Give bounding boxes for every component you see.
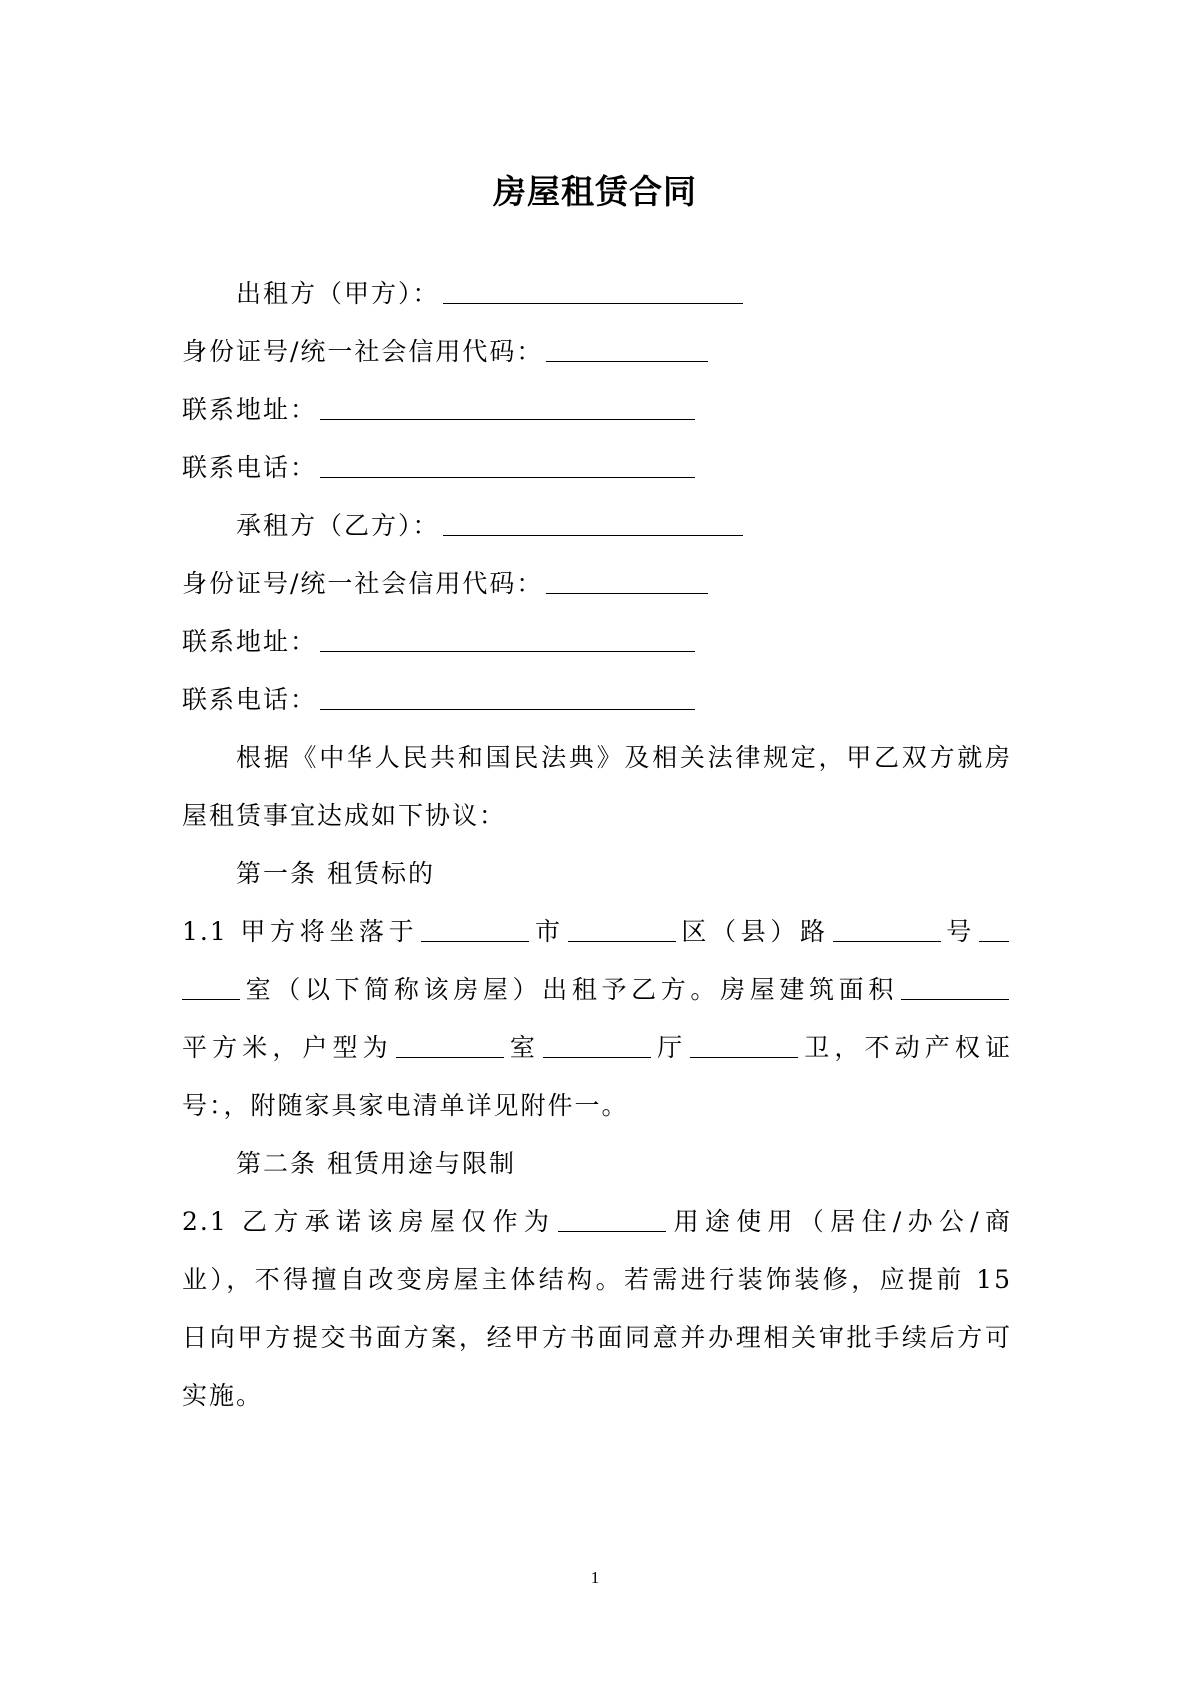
lessor-address-label: 联系地址： [182, 395, 318, 424]
lessor-phone-label: 联系电话： [182, 453, 318, 482]
lessee-id-label: 身份证号/统一社会信用代码： [182, 569, 544, 598]
lessee-address-line [182, 624, 1012, 660]
a1-room: 室（以下简称该房屋）出租予乙方。房屋建筑面积 [243, 975, 898, 1004]
area-field[interactable] [901, 975, 1009, 1000]
district-field[interactable] [568, 917, 676, 942]
page-number: 1 [590, 1568, 600, 1587]
a1-rooms: 室 [506, 1033, 540, 1062]
lessee-address-label: 联系地址： [182, 627, 318, 656]
a2-prefix: 2.1 乙方承诺该房屋仅作为 [182, 1207, 556, 1236]
a1-district: 区（县）路 [678, 917, 830, 946]
a1-prefix: 1.1 甲方将坐落于 [182, 917, 419, 946]
article-2-line-4: 实施。 [182, 1381, 264, 1410]
lessee-line [236, 508, 1012, 544]
lessor-phone-line [182, 450, 1012, 486]
a1-baths: 卫，不动产权证 [801, 1033, 1012, 1062]
a2-suffix: 用途使用（居住/办公/商 [669, 1207, 1012, 1236]
lessee-phone-line [182, 682, 1012, 718]
article-1-line-2 [182, 972, 1012, 1008]
article-1-line-4: 号：，附随家具家电清单详见附件一。 [182, 1091, 629, 1120]
article-1-line-1 [182, 914, 1012, 950]
lessee-id-line [182, 566, 1012, 602]
room-field-end[interactable] [182, 975, 240, 1000]
room-field-start[interactable] [979, 917, 1009, 942]
lessor-address-line [182, 392, 1012, 428]
halls-count-field[interactable] [543, 1033, 651, 1058]
lessor-phone-field[interactable] [320, 453, 695, 478]
lessor-name-field[interactable] [443, 279, 743, 304]
a1-number: 号 [943, 917, 976, 946]
lessor-line [236, 276, 1012, 312]
contract-title: 房屋租赁合同 [493, 172, 697, 211]
article-2-line-2: 业），不得擅自改变房屋主体结构。若需进行装饰装修，应提前 15 [182, 1265, 1012, 1294]
a1-sqm: 平方米，户型为 [182, 1033, 393, 1062]
article-1-heading: 第一条 租赁标的 [236, 859, 435, 888]
lessor-address-field[interactable] [320, 395, 695, 420]
lessee-name-field[interactable] [443, 511, 743, 536]
lessee-address-field[interactable] [320, 627, 695, 652]
preamble-line-1: 根据《中华人民共和国民法典》及相关法律规定，甲乙双方就房 [236, 743, 1012, 772]
baths-count-field[interactable] [690, 1033, 798, 1058]
lessor-id-line [182, 334, 1012, 370]
lessor-id-label: 身份证号/统一社会信用代码： [182, 337, 544, 366]
lessee-heading: 承租方（乙方）： [236, 511, 440, 540]
a1-city: 市 [532, 917, 565, 946]
usage-field[interactable] [558, 1207, 666, 1232]
article-1-line-3 [182, 1030, 1012, 1066]
lessor-id-field[interactable] [546, 337, 708, 362]
preamble-line-2: 屋租赁事宜达成如下协议： [182, 801, 507, 830]
lessee-phone-field[interactable] [320, 685, 695, 710]
rooms-count-field[interactable] [396, 1033, 504, 1058]
article-2-heading: 第二条 租赁用途与限制 [236, 1149, 516, 1178]
city-field[interactable] [421, 917, 529, 942]
a1-halls: 厅 [653, 1033, 688, 1062]
lessee-phone-label: 联系电话： [182, 685, 318, 714]
street-number-field[interactable] [833, 917, 941, 942]
lessee-id-field[interactable] [546, 569, 708, 594]
lessor-heading: 出租方（甲方）： [236, 279, 440, 308]
article-2-line-1 [182, 1204, 1012, 1240]
article-2-line-3: 日向甲方提交书面方案，经甲方书面同意并办理相关审批手续后方可 [182, 1323, 1012, 1352]
